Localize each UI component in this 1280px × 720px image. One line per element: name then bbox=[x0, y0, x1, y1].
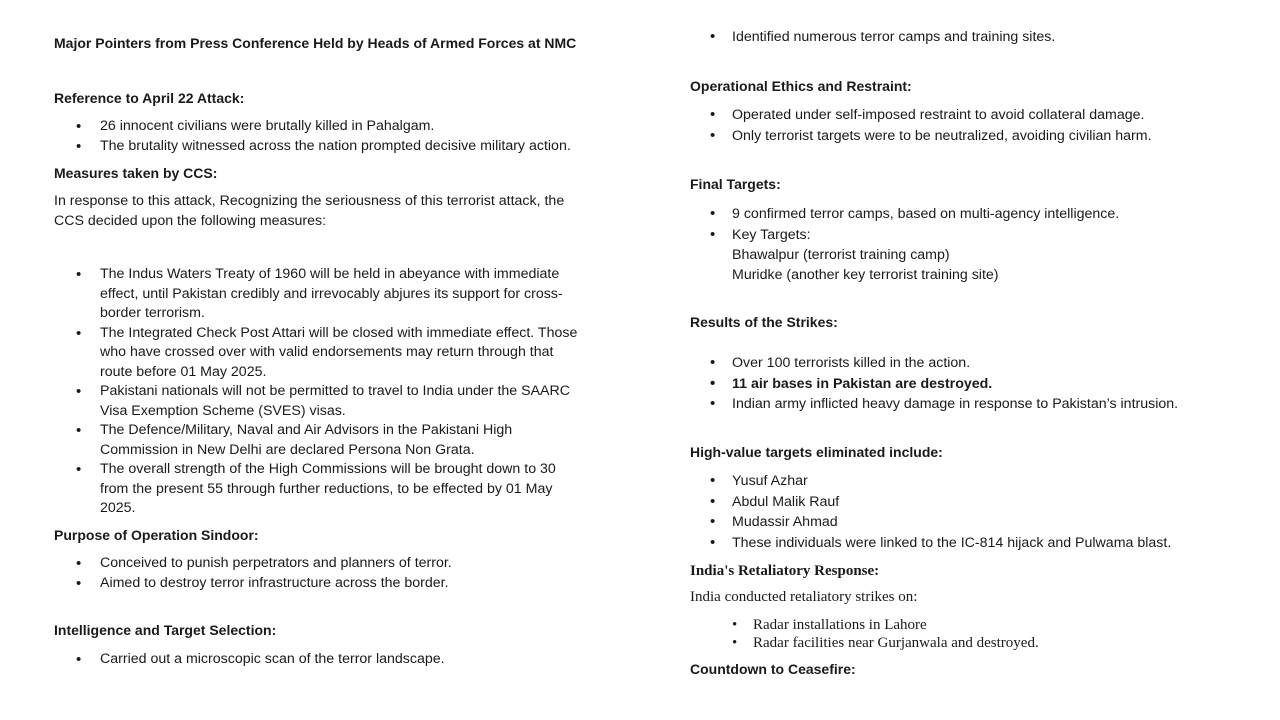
list-item: • Radar installations in Lahore bbox=[690, 616, 1250, 634]
list-item bbox=[54, 265, 664, 324]
list-item: • Carried out a microscopic scan of the terror landscape. bbox=[54, 650, 664, 670]
list-item: • Identified numerous terror camps and training sites. bbox=[690, 27, 1250, 48]
section-intelligence bbox=[54, 621, 664, 670]
bullet-list bbox=[54, 265, 664, 519]
section-ccs-measures bbox=[54, 164, 664, 519]
item-line: 2025. bbox=[100, 500, 136, 516]
bullet-list bbox=[690, 204, 1250, 245]
sub-item: Bhawalpur (terrorist training camp) bbox=[732, 247, 950, 263]
item-line: border terrorism. bbox=[100, 305, 205, 321]
list-item: • 9 confirmed terror camps, based on multi-agency intelligence. bbox=[690, 204, 1250, 225]
section-heading: Measures taken by CCS: bbox=[54, 165, 218, 181]
section-heading: Reference to April 22 Attack: bbox=[54, 90, 245, 106]
item-line: route before 01 May 2025. bbox=[100, 363, 267, 380]
item-line: The Defence/Military, Naval and Air Advisors in the Pakistani High bbox=[100, 422, 513, 438]
list-item: • Operated under self-imposed restraint to avoid collateral damage. bbox=[690, 105, 1250, 126]
list-item: • 11 air bases in Pakistan are destroyed. bbox=[690, 374, 1250, 395]
bullet-list bbox=[690, 353, 1250, 415]
list-item: • Conceived to punish perpetrators and planners of terror. bbox=[54, 554, 664, 574]
section-high-value-targets bbox=[690, 443, 1250, 553]
bullet-list bbox=[690, 616, 1250, 652]
section-april-22-attack bbox=[54, 89, 664, 156]
section-heading: Results of the Strikes: bbox=[690, 314, 838, 330]
section-heading: Intelligence and Target Selection: bbox=[54, 622, 277, 638]
list-item: • 26 innocent civilians were brutally killed in Pahalgam. bbox=[54, 117, 664, 137]
list-item: • The brutality witnessed across the nation prompted decisive military action. bbox=[54, 137, 664, 157]
section-ceasefire bbox=[690, 660, 1250, 679]
paragraph-line: In response to this attack, Recognizing the seriousness of this terrorist attack, the bbox=[54, 193, 565, 209]
section-final-targets bbox=[690, 175, 1250, 285]
paragraph: India conducted retaliatory strikes on: bbox=[690, 589, 918, 605]
list-item: • Indian army inflicted heavy damage in response to Pakistan’s intrusion. bbox=[690, 394, 1250, 415]
sub-item: Muridke (another key terrorist training site) bbox=[732, 267, 999, 283]
section-heading: Purpose of Operation Sindoor: bbox=[54, 527, 259, 543]
item-line: from the present 55 through further reductions, to be effected by 01 May bbox=[100, 480, 553, 497]
document-title: Major Pointers from Press Conference Held by Heads of Armed Forces at NMC bbox=[54, 35, 577, 51]
list-item: • Only terrorist targets were to be neutralized, avoiding civilian harm. bbox=[690, 126, 1250, 147]
list-item: • Over 100 terrorists killed in the action. bbox=[690, 353, 1250, 374]
section-heading: High-value targets eliminated include: bbox=[690, 444, 943, 460]
item-line: The overall strength of the High Commissions will be brought down to 30 bbox=[100, 461, 556, 477]
item-line: The Indus Waters Treaty of 1960 will be held in abeyance with immediate bbox=[100, 266, 560, 282]
list-item: • Mudassir Ahmad bbox=[690, 512, 1250, 533]
list-item: • Yusuf Azhar bbox=[690, 471, 1250, 492]
continued-list bbox=[690, 27, 1250, 48]
list-item: • Radar facilities near Gurjanwala and destroyed. bbox=[690, 634, 1250, 652]
list-item bbox=[54, 324, 664, 383]
section-operation-sindoor bbox=[54, 526, 664, 593]
bullet-list bbox=[690, 27, 1250, 48]
item-line: Commission in New Delhi are declared Persona Non Grata. bbox=[100, 441, 475, 458]
bullet-list bbox=[690, 471, 1250, 553]
list-item bbox=[54, 421, 664, 460]
section-retaliatory-response bbox=[690, 562, 1250, 652]
document-title-block bbox=[54, 34, 664, 53]
item-line: The Integrated Check Post Attari will be closed with immediate effect. Those bbox=[100, 324, 578, 341]
list-item: • Abdul Malik Rauf bbox=[690, 492, 1250, 513]
list-item: • Aimed to destroy terror infrastructure across the border. bbox=[54, 574, 664, 594]
bullet-list bbox=[54, 117, 664, 156]
bullet-list bbox=[690, 105, 1250, 146]
section-heading: Operational Ethics and Restraint: bbox=[690, 78, 912, 94]
item-line: Visa Exemption Scheme (SVES) visas. bbox=[100, 402, 346, 419]
section-heading: India's Retaliatory Response: bbox=[690, 563, 880, 579]
paragraph-line: CCS decided upon the following measures: bbox=[54, 212, 327, 229]
list-item: • Key Targets: bbox=[690, 225, 1250, 246]
bullet-list bbox=[54, 554, 664, 593]
section-strike-results bbox=[690, 313, 1250, 415]
section-heading: Final Targets: bbox=[690, 176, 781, 192]
list-item: • These individuals were linked to the IC-814 hijack and Pulwama blast. bbox=[690, 533, 1250, 554]
item-line: who have crossed over with valid endorsements may return through that bbox=[100, 344, 554, 360]
list-item bbox=[54, 382, 664, 421]
item-line: effect, until Pakistan credibly and irrevocably abjures its support for cross- bbox=[100, 285, 563, 302]
item-line: Pakistani nationals will not be permitted to travel to India under the SAARC bbox=[100, 383, 571, 399]
list-item bbox=[54, 460, 664, 519]
section-operational-ethics bbox=[690, 77, 1250, 146]
section-heading: Countdown to Ceasefire: bbox=[690, 661, 856, 677]
bullet-list bbox=[54, 650, 664, 670]
